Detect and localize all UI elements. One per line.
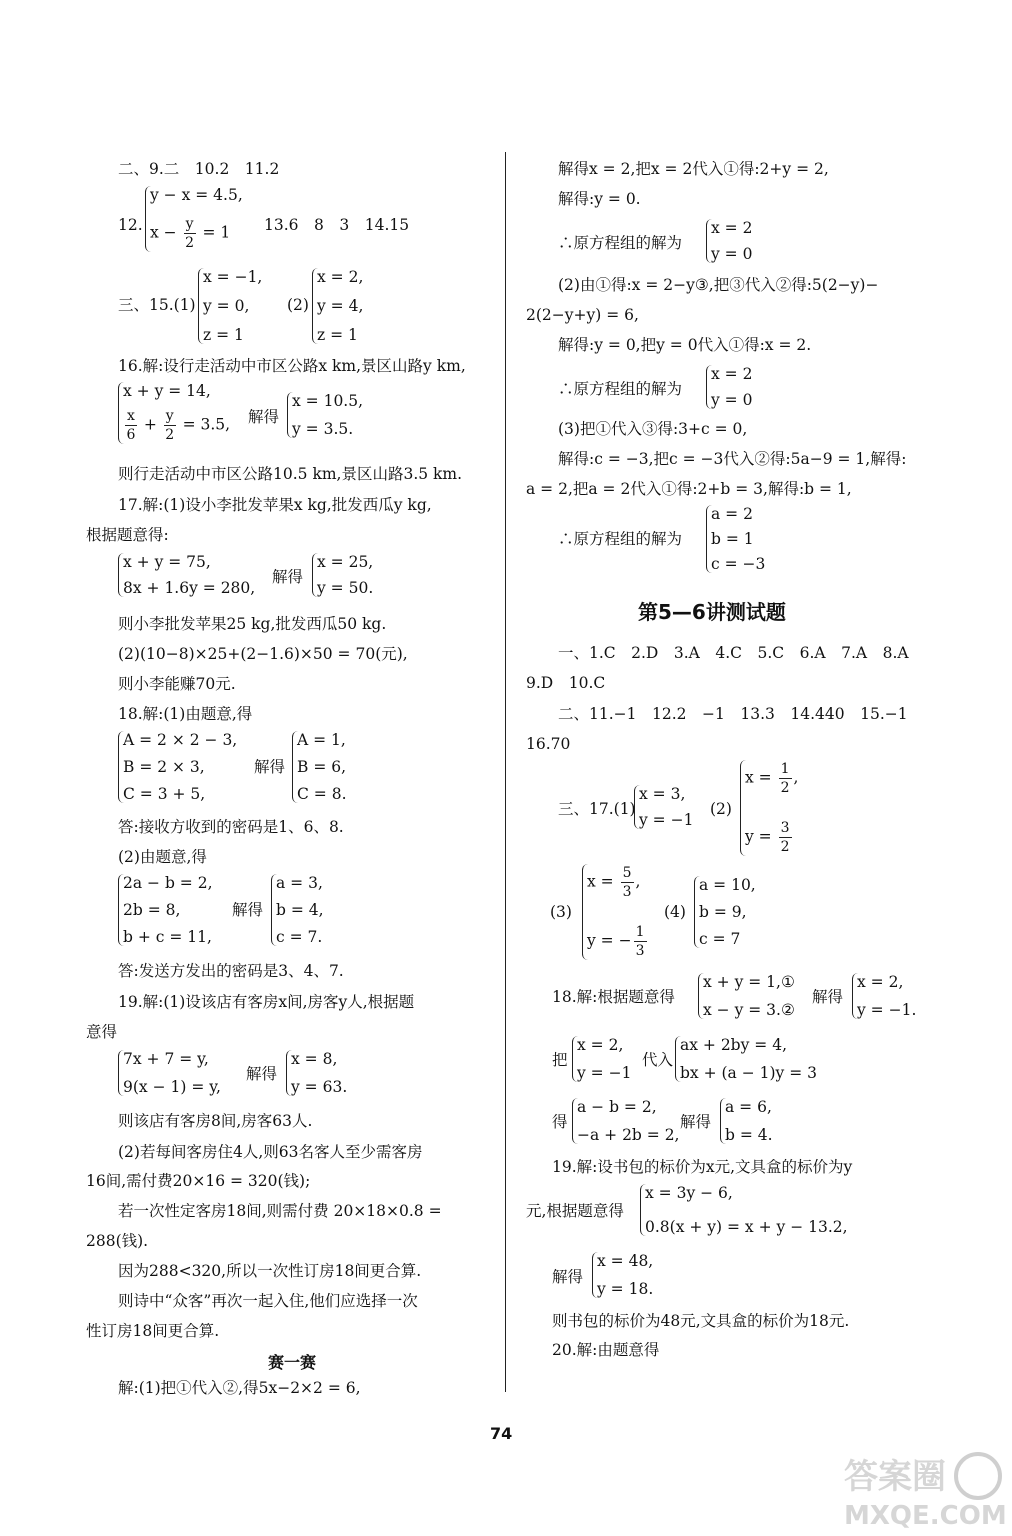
fraction: $\frac{y}{2}$ [185, 216, 195, 251]
equation: y = 3.5. [292, 420, 354, 438]
solution-line: 则诗中“众客”再次一起入住,他们应选择一次 [118, 1292, 418, 1310]
solve-label: 解得 [254, 758, 286, 776]
equation: 8x + 1.6y = 280, [123, 579, 256, 597]
equation: z = 1 [203, 326, 244, 344]
equation: −a + 2b = 2, [577, 1126, 680, 1144]
question-label: 12. [118, 216, 143, 234]
answer-line: 答:接收方收到的密码是1、6、8. [118, 818, 344, 836]
equation: x = 10.5, [292, 392, 364, 410]
solve-label: 解得 [272, 568, 304, 586]
equation: a = 10, [699, 876, 756, 894]
equation: bx + (a − 1)y = 3 [680, 1064, 818, 1082]
column-divider [505, 152, 506, 1392]
question-label: (3) [550, 903, 572, 921]
equation: ax + 2by = 4, [680, 1036, 787, 1054]
equation: y = −1 [639, 811, 694, 829]
equation-system [675, 1036, 817, 1082]
solution-system [740, 760, 798, 856]
solution-system [706, 505, 765, 573]
answer-line: 16.70 [526, 735, 571, 753]
solution-line: 16间,需付费20×16 = 320(钱); [86, 1172, 311, 1190]
answer-line: 则书包的标价为48元,文具盒的标价为18元. [552, 1312, 850, 1330]
equation: A = 2 × 2 − 3, [123, 731, 238, 749]
equation: 2b = 8, [123, 901, 181, 919]
equation: $\frac{x}{6}$ + $\frac{y}{2}$ = 3.5, [126, 408, 231, 443]
solution-system [286, 1050, 347, 1096]
question-label: (4) [664, 903, 686, 921]
equation: x = 2 [711, 219, 753, 237]
equation: 9(x − 1) = y, [123, 1078, 221, 1096]
equation-system [118, 1050, 221, 1096]
solution-line: 意得 [86, 1023, 118, 1041]
solution-system [287, 392, 363, 438]
equation: y − x = 4.5, [150, 186, 243, 204]
solution-line: ∴原方程组的解为 [558, 530, 683, 548]
solution-line: 19.解:设书包的标价为x元,文具盒的标价为y [552, 1158, 853, 1176]
solution-system [706, 365, 752, 409]
solution-line: ∴原方程组的解为 [558, 380, 683, 398]
equation: B = 6, [297, 758, 347, 776]
solution-line: 2(2−y+y) = 6, [526, 306, 639, 324]
question-label: (2) [710, 800, 732, 818]
solution-line: 18.解:(1)由题意,得 [118, 705, 253, 723]
solution-system [312, 553, 373, 597]
equation: a = 6, [725, 1098, 772, 1116]
equation: x = $\frac{5}{3}$ , [587, 865, 641, 900]
equation: c = −3 [711, 555, 766, 573]
equation: x = 2, [857, 973, 904, 991]
solution-line: 解得x = 2,把x = 2代入①得:2+y = 2, [558, 160, 829, 178]
equation: x = 2, [317, 268, 364, 286]
answer-line: 则小李能赚70元. [118, 675, 236, 693]
equation: c = 7. [276, 928, 323, 946]
equation: b = 4, [276, 901, 324, 919]
answer-line: 13.6 8 3 14.15 [264, 216, 410, 234]
answer-line: 答:发送方发出的密码是3、4、7. [118, 962, 344, 980]
equation: y = − $\frac{1}{3}$ [587, 924, 645, 959]
question-label: 三、17.(1) [558, 800, 636, 818]
equation: a − b = 2, [577, 1098, 657, 1116]
solve-label: 解得 [232, 901, 264, 919]
solve-label: 代入 [642, 1051, 674, 1069]
watermark-logo-icon [838, 1448, 1006, 1530]
equation: x − $\frac{y}{2}$ = 1 [150, 216, 231, 251]
equation-system [145, 186, 243, 252]
solution-line: (2)(10−8)×25+(2−1.6)×50 = 70(元), [118, 645, 408, 663]
solution-line: 288(钱). [86, 1232, 149, 1250]
equation: x + y = 75, [123, 553, 211, 571]
solution-line: (3)把①代入③得:3+c = 0, [558, 420, 748, 438]
equation-system [572, 1098, 679, 1144]
equation: y = 50. [317, 579, 374, 597]
equation: y = 63. [291, 1078, 348, 1096]
equation: a = 3, [276, 874, 323, 892]
answer-line: 二、9.二 10.2 11.2 [118, 160, 280, 178]
solve-label: 解得 [680, 1113, 712, 1131]
equation: x = 48, [597, 1252, 654, 1270]
equation: B = 2 × 3, [123, 758, 205, 776]
equation: x = $\frac{1}{2}$ , [745, 761, 799, 796]
solution-line: 解得:y = 0,把y = 0代入①得:x = 2. [558, 336, 812, 354]
solution-line: 元,根据题意得 [526, 1202, 624, 1220]
brace [145, 186, 243, 252]
equation-system [572, 1036, 631, 1082]
solution-line: 若一次性定客房18间,则需付费 20×18×0.8 = [118, 1202, 442, 1220]
equation: x + y = 1,① [703, 973, 795, 991]
answer-line: 一、1.C 2.D 3.A 4.C 5.C 6.A 7.A 8.A [558, 644, 909, 662]
solution-line: 19.解:(1)设该店有客房x间,房客y人,根据题 [118, 993, 415, 1011]
equation: x − y = 3.② [703, 1001, 795, 1019]
equation-system [698, 973, 795, 1019]
equation: x = 2, [577, 1036, 624, 1054]
equation: a = 2 [711, 505, 753, 523]
answer-line: 则该店有客房8间,房客63人. [118, 1112, 313, 1130]
solve-label: 解得 [812, 988, 844, 1006]
equation: x = −1, [203, 268, 263, 286]
question-label: (2) [287, 296, 309, 314]
answer-line: 二、11.−1 12.2 −1 13.3 14.440 15.−1 [558, 705, 908, 723]
equation: x = 2 [711, 365, 753, 383]
equation: z = 1 [317, 326, 358, 344]
solution-line: 根据题意得: [86, 526, 169, 544]
equation: x = 3y − 6, [645, 1184, 733, 1202]
section-heading: 赛一赛 [268, 1353, 317, 1372]
page-number: 74 [490, 1424, 513, 1443]
solve-label: 解得 [248, 408, 280, 426]
solution-line: 16.解:设行走活动中市区公路x km,景区山路y km, [118, 357, 466, 375]
answer-line: 9.D 10.C [526, 674, 606, 692]
equation-system [640, 1184, 848, 1236]
equation: y = 0, [203, 297, 250, 315]
answer-line: 则行走活动中市区公路10.5 km,景区山路3.5 km. [118, 465, 463, 483]
solution-line: 解得:c = −3,把c = −3代入②得:5a−9 = 1,解得: [558, 450, 907, 468]
solution-line: 解:(1)把①代入②,得5x−2×2 = 6, [118, 1379, 361, 1397]
equation: y = −1 [577, 1064, 632, 1082]
answer-line: 性订房18间更合算. [86, 1322, 220, 1340]
solution-line: 17.解:(1)设小李批发苹果x kg,批发西瓜y kg, [118, 496, 432, 514]
equation-system [118, 553, 255, 597]
equation: y = 18. [597, 1280, 654, 1298]
equation: y = 0 [711, 391, 753, 409]
solution-line: 18.解:根据题意得 [552, 988, 675, 1006]
equation-system [118, 874, 213, 946]
equation: c = 7 [699, 930, 741, 948]
equation: b + c = 11, [123, 928, 212, 946]
solution-system [706, 219, 752, 263]
solve-label: 把 [552, 1051, 568, 1069]
equation: b = 1 [711, 530, 754, 548]
solution-line: (2)由题意,得 [118, 848, 207, 866]
solution-line: (2)若每间客房住4人,则63名客人至少需客房 [118, 1143, 423, 1161]
solution-system [271, 874, 324, 946]
solution-system [198, 268, 262, 344]
solve-label: 得 [552, 1113, 568, 1131]
watermark-text: 答案圈 [844, 1457, 946, 1497]
solution-line: a = 2,把a = 2代入①得:2+b = 3,解得:b = 1, [526, 480, 852, 498]
equation-system [118, 382, 230, 444]
answer-line: 则小李批发苹果25 kg,批发西瓜50 kg. [118, 615, 387, 633]
solution-system [582, 864, 649, 960]
equation: x + y = 14, [123, 382, 211, 400]
solution-system [292, 731, 347, 803]
watermark-logo [838, 1448, 1006, 1530]
equation-system [118, 731, 237, 803]
equation: 0.8(x + y) = x + y − 13.2, [645, 1218, 848, 1236]
solution-line: (2)由①得:x = 2−y③,把③代入②得:5(2−y)− [558, 276, 879, 294]
equation: y = −1. [857, 1001, 917, 1019]
solution-system [312, 268, 363, 344]
solution-system [852, 973, 916, 1019]
equation: y = $\frac{3}{2}$ [745, 820, 790, 855]
equation: y = 0 [711, 245, 753, 263]
watermark-url: MXQE.COM [844, 1501, 1006, 1530]
equation: C = 8. [297, 785, 347, 803]
equation: x = 3, [639, 785, 686, 803]
equation: b = 9, [699, 903, 747, 921]
equation: C = 3 + 5, [123, 785, 206, 803]
solution-line: 20.解:由题意得 [552, 1341, 660, 1359]
equation: y = 4, [317, 297, 364, 315]
equation: 2a − b = 2, [123, 874, 213, 892]
equation: 7x + 7 = y, [123, 1050, 209, 1068]
section-title: 第5—6讲测试题 [638, 600, 786, 624]
equation: A = 1, [297, 731, 346, 749]
question-label: 三、15.(1) [118, 296, 196, 314]
solution-system [720, 1098, 773, 1144]
solution-line: 因为288<320,所以一次性订房18间更合算. [118, 1262, 422, 1280]
solve-label: 解得 [552, 1268, 584, 1286]
equation: x = 25, [317, 553, 374, 571]
solution-system [694, 876, 756, 948]
solution-line: 解得:y = 0. [558, 190, 641, 208]
solution-line: ∴原方程组的解为 [558, 234, 683, 252]
equation: b = 4. [725, 1126, 773, 1144]
equation: x = 8, [291, 1050, 338, 1068]
solution-system [634, 785, 693, 829]
solution-system [592, 1252, 653, 1298]
solve-label: 解得 [246, 1065, 278, 1083]
